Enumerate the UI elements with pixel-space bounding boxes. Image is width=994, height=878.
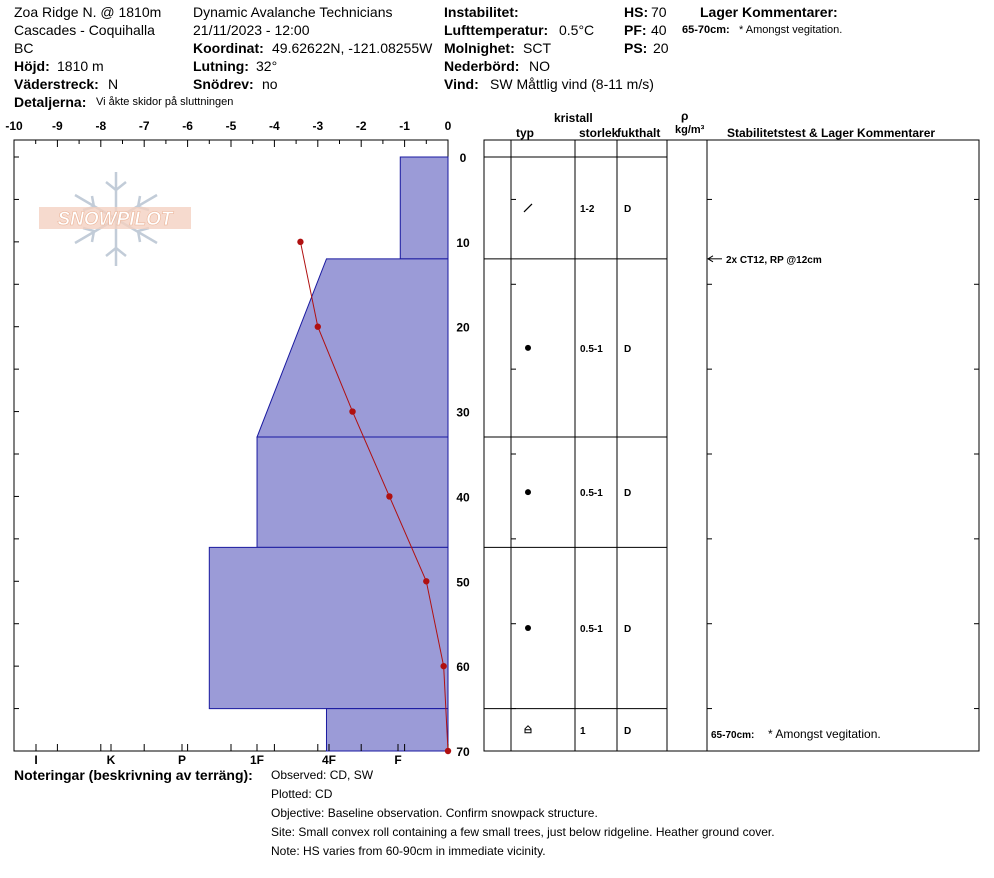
notes-line: Plotted: CD: [271, 787, 333, 801]
temperature-point: [297, 239, 303, 245]
depth-hoar-grain-icon: [525, 726, 531, 733]
temp-tick-label: -2: [355, 119, 367, 133]
grain-size: 0.5-1: [580, 488, 603, 500]
notes-line: Note: HS varies from 60-90cm in immediate vicinity.: [271, 844, 546, 858]
depth-tick-label: 40: [456, 490, 470, 505]
temp-tick-label: -10: [5, 119, 23, 133]
aspect-label: Väderstreck:: [14, 76, 99, 92]
snowpilot-logo: [39, 172, 191, 266]
notes-label: Noteringar (beskrivning av terräng):: [14, 767, 253, 783]
notes-line: Site: Small convex roll containing a few small trees, just below ridgeline. Heather ground cover.: [271, 825, 775, 839]
hardness-tick-label: I: [34, 753, 38, 767]
depth-tick-label: 70: [456, 745, 470, 759]
hardness-layer: [326, 709, 448, 751]
cloud-label: Molnighet:: [444, 40, 515, 56]
depth-tick-label: 50: [456, 575, 470, 590]
air-temp-label: Lufttemperatur:: [444, 22, 549, 38]
hardness-tick-label: K: [106, 753, 116, 767]
table-layer-comment-depth: 65-70cm:: [711, 730, 755, 741]
rounded-grain-icon: [525, 489, 531, 495]
moisture-value: D: [624, 203, 632, 215]
hardness-layer: [209, 547, 448, 708]
grain-size: 0.5-1: [580, 623, 603, 635]
wind-label: Vind:: [444, 76, 479, 92]
decomposed-grain-icon: [524, 204, 532, 212]
layer-table-frame: [484, 140, 979, 751]
layer-comment-depth: 65-70cm:: [682, 24, 730, 36]
snowdrift-value: no: [262, 76, 278, 92]
depth-axis: [456, 151, 470, 759]
stability-header: Stabilitetstest & Lager Kommentarer: [727, 126, 936, 140]
hs-value: 70: [651, 4, 667, 20]
temp-tick-label: -4: [269, 119, 280, 133]
grain-size: 1-2: [580, 203, 595, 215]
ps-label: PS:: [624, 40, 648, 56]
hardness-tick-label: 4F: [321, 753, 336, 767]
temperature-point: [423, 578, 429, 584]
hardness-layers: [209, 157, 448, 751]
depth-tick-label: 20: [456, 320, 470, 335]
temp-tick-label: 0: [444, 119, 452, 133]
crystal-header: kristall: [554, 111, 593, 125]
coord-value: 49.62622N, -121.08255W: [272, 40, 433, 56]
temperature-point: [445, 748, 451, 754]
depth-tick-label: 10: [456, 235, 470, 250]
grain-size: 1: [580, 725, 586, 737]
size-header: storlek: [579, 126, 619, 140]
aspect-value: N: [108, 76, 119, 92]
hardness-tick-label: F: [394, 753, 402, 767]
organization: Dynamic Avalanche Technicians: [193, 4, 393, 20]
rounded-grain-icon: [525, 345, 531, 351]
temp-tick-label: -6: [182, 119, 193, 133]
hardness-tick-label: 1F: [249, 753, 264, 767]
rho-header: ρ: [681, 109, 689, 123]
temp-tick-label: -5: [225, 119, 237, 133]
table-ticks: [511, 199, 979, 741]
grain-size: 0.5-1: [580, 343, 603, 355]
slope-value: 32°: [256, 58, 278, 74]
slope-label: Lutning:: [193, 58, 249, 74]
observation-datetime: 21/11/2023 - 12:00: [193, 22, 310, 38]
type-header: typ: [516, 126, 534, 140]
hs-label: HS:: [624, 4, 649, 20]
depth-tick-label: 0: [459, 151, 467, 165]
notes-line: Observed: CD, SW: [271, 768, 374, 782]
cloud-value: SCT: [523, 40, 551, 56]
pf-label: PF:: [624, 22, 647, 38]
density-unit-header: kg/m³: [675, 124, 705, 136]
elevation-value: 1810 m: [57, 58, 104, 74]
location-province: BC: [14, 40, 34, 56]
elevation-label: Höjd:: [14, 58, 50, 74]
moisture-value: D: [624, 623, 632, 635]
location-title: Zoa Ridge N. @ 1810m: [14, 4, 162, 20]
temp-tick-label: -9: [52, 119, 63, 133]
logo-text: SNOWPILOT: [57, 209, 173, 230]
hardness-tick-label: P: [177, 753, 186, 767]
ps-value: 20: [653, 40, 669, 56]
details-value: Vi åkte skidor på sluttningen: [96, 96, 234, 108]
hardness-layer: [400, 157, 448, 259]
temperature-point: [315, 324, 321, 330]
hardness-layer: [257, 437, 448, 547]
temp-tick-label: -3: [312, 119, 324, 133]
depth-tick-label: 60: [456, 660, 470, 675]
layer-comment-text: * Amongst vegitation.: [739, 24, 843, 36]
moisture-header: fukthalt: [617, 126, 661, 140]
details-label: Detaljerna:: [14, 94, 87, 110]
moisture-value: D: [624, 343, 632, 355]
temperature-point: [440, 663, 446, 669]
snowdrift-label: Snödrev:: [193, 76, 254, 92]
air-temp-value: 0.5°C: [559, 22, 595, 38]
precip-label: Nederbörd:: [444, 58, 520, 74]
instability-label: Instabilitet:: [444, 4, 519, 20]
notes-line: Objective: Baseline observation. Confirm snowpack structure.: [271, 806, 598, 820]
precip-value: NO: [529, 58, 550, 74]
coord-label: Koordinat:: [193, 40, 264, 56]
layer-comments-title: Lager Kommentarer:: [700, 4, 838, 20]
temp-tick-label: -1: [399, 119, 410, 133]
temp-tick-label: -8: [95, 119, 107, 133]
temp-tick-label: -7: [138, 119, 150, 133]
table-layer-comment-text: * Amongst vegitation.: [768, 727, 881, 741]
moisture-value: D: [624, 725, 632, 737]
stability-test-text: 2x CT12, RP @12cm: [726, 254, 822, 266]
rounded-grain-icon: [525, 625, 531, 631]
moisture-value: D: [624, 488, 632, 500]
location-range: Cascades - Coquihalla: [14, 22, 155, 38]
temperature-point: [349, 408, 355, 414]
wind-value: SW Måttlig vind (8-11 m/s): [490, 76, 654, 92]
depth-tick-label: 30: [456, 405, 470, 420]
temperature-point: [386, 493, 392, 499]
pf-value: 40: [651, 22, 667, 38]
